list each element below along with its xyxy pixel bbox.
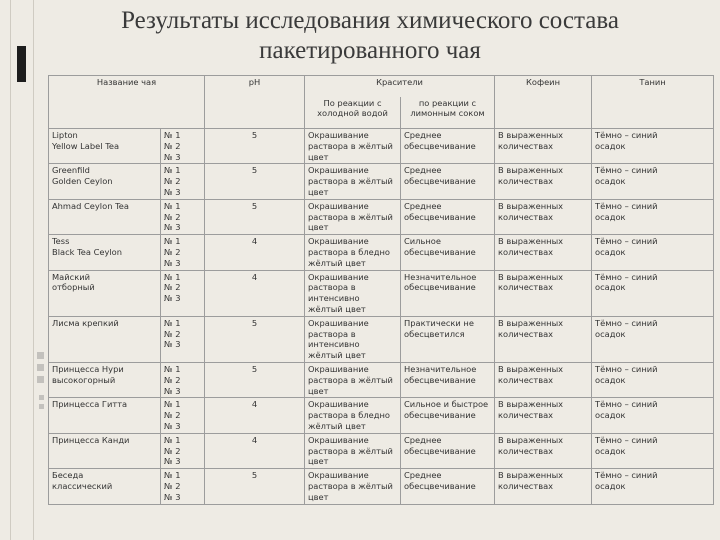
sample-numbers-cell: № 1 № 2 № 3 xyxy=(161,362,205,397)
table-row xyxy=(49,433,714,468)
dye-lemon-cell: Незначительное обесцвечивание xyxy=(401,362,495,397)
tannin-cell: Тёмно – синий осадок xyxy=(592,362,714,397)
dye-cold-cell: Окрашивание раствора в жёлтый цвет xyxy=(305,362,401,397)
header-tannin: Танин xyxy=(592,76,714,129)
decorative-square xyxy=(39,404,44,409)
table-row xyxy=(49,469,714,504)
dye-lemon-cell: Среднее обесцвечивание xyxy=(401,469,495,504)
dye-lemon-cell: Сильное обесцвечивание xyxy=(401,235,495,270)
tea-name-cell: Greenfild Golden Ceylon xyxy=(49,164,161,199)
dye-lemon-cell: Практически не обесцветился xyxy=(401,316,495,362)
sample-numbers-cell: № 1 № 2 № 3 xyxy=(161,129,205,164)
tea-name-cell: Беседа классический xyxy=(49,469,161,504)
dye-cold-cell: Окрашивание раствора в интенсивно жёлтый цвет xyxy=(305,316,401,362)
dye-lemon-cell: Среднее обесцвечивание xyxy=(401,164,495,199)
dye-cold-cell: Окрашивание раствора в жёлтый цвет xyxy=(305,433,401,468)
sample-numbers-cell: № 1 № 2 № 3 xyxy=(161,235,205,270)
accent-bar xyxy=(17,46,26,82)
caffeine-cell: В выраженных количествах xyxy=(495,316,592,362)
decorative-square xyxy=(37,364,44,371)
decorative-square xyxy=(39,395,44,400)
caffeine-cell: В выраженных количествах xyxy=(495,164,592,199)
ph-cell: 4 xyxy=(205,433,305,468)
header-name: Название чая xyxy=(49,76,205,129)
header-caffeine: Кофеин xyxy=(495,76,592,129)
tannin-cell: Тёмно – синий осадок xyxy=(592,129,714,164)
table-row xyxy=(49,316,714,362)
dye-cold-cell: Окрашивание раствора в жёлтый цвет xyxy=(305,469,401,504)
caffeine-cell: В выраженных количествах xyxy=(495,433,592,468)
caffeine-cell: В выраженных количествах xyxy=(495,129,592,164)
dye-lemon-cell: Среднее обесцвечивание xyxy=(401,129,495,164)
sample-numbers-cell: № 1 № 2 № 3 xyxy=(161,199,205,234)
ph-cell: 5 xyxy=(205,362,305,397)
caffeine-cell: В выраженных количествах xyxy=(495,199,592,234)
ph-cell: 5 xyxy=(205,199,305,234)
slide-title xyxy=(40,6,700,66)
dye-cold-cell: Окрашивание раствора в жёлтый цвет xyxy=(305,199,401,234)
caffeine-cell: В выраженных количествах xyxy=(495,469,592,504)
caffeine-cell: В выраженных количествах xyxy=(495,270,592,316)
caffeine-cell: В выраженных количествах xyxy=(495,235,592,270)
tea-name-cell: Ahmad Ceylon Tea xyxy=(49,199,161,234)
tannin-cell: Тёмно – синий осадок xyxy=(592,469,714,504)
table-row xyxy=(49,398,714,433)
dye-cold-cell: Окрашивание раствора в бледно жёлтый цвет xyxy=(305,235,401,270)
sample-numbers-cell: № 1 № 2 № 3 xyxy=(161,164,205,199)
tea-results-table xyxy=(48,75,714,505)
sample-numbers-cell: № 1 № 2 № 3 xyxy=(161,433,205,468)
bg-vertical-line xyxy=(10,0,11,540)
tannin-cell: Тёмно – синий осадок xyxy=(592,270,714,316)
tannin-cell: Тёмно – синий осадок xyxy=(592,235,714,270)
table-row xyxy=(49,362,714,397)
dye-cold-cell: Окрашивание раствора в бледно жёлтый цвет xyxy=(305,398,401,433)
tea-name-cell: Lipton Yellow Label Tea xyxy=(49,129,161,164)
tea-name-cell: Майский отборный xyxy=(49,270,161,316)
tannin-cell: Тёмно – синий осадок xyxy=(592,199,714,234)
table-row xyxy=(49,129,714,164)
ph-cell: 5 xyxy=(205,164,305,199)
table-row xyxy=(49,270,714,316)
tea-name-cell: Лисма крепкий xyxy=(49,316,161,362)
sample-numbers-cell: № 1 № 2 № 3 xyxy=(161,316,205,362)
header-dye-cold: По реакции с холодной водой xyxy=(305,97,401,129)
header-dye-lemon: по реакции с лимонным соком xyxy=(401,97,495,129)
ph-cell: 5 xyxy=(205,316,305,362)
tea-name-cell: Принцесса Гитта xyxy=(49,398,161,433)
tannin-cell: Тёмно – синий осадок xyxy=(592,398,714,433)
tannin-cell: Тёмно – синий осадок xyxy=(592,433,714,468)
table-row xyxy=(49,235,714,270)
ph-cell: 4 xyxy=(205,270,305,316)
decorative-square xyxy=(37,376,44,383)
table-row xyxy=(49,164,714,199)
dye-lemon-cell: Сильное и быстрое обесцвечивание xyxy=(401,398,495,433)
header-ph: pH xyxy=(205,76,305,129)
dye-cold-cell: Окрашивание раствора в интенсивно жёлтый цвет xyxy=(305,270,401,316)
bg-vertical-line xyxy=(33,0,34,540)
ph-cell: 5 xyxy=(205,129,305,164)
tannin-cell: Тёмно – синий осадок xyxy=(592,316,714,362)
dye-cold-cell: Окрашивание раствора в жёлтый цвет xyxy=(305,129,401,164)
title-line-2: пакетированного чая xyxy=(259,37,481,64)
ph-cell: 4 xyxy=(205,398,305,433)
table-body xyxy=(49,129,714,505)
tea-name-cell: Принцесса Нури высокогорный xyxy=(49,362,161,397)
dye-cold-cell: Окрашивание раствора в жёлтый цвет xyxy=(305,164,401,199)
dye-lemon-cell: Незначительное обесцвечивание xyxy=(401,270,495,316)
ph-cell: 5 xyxy=(205,469,305,504)
ph-cell: 4 xyxy=(205,235,305,270)
dye-lemon-cell: Среднее обесцвечивание xyxy=(401,199,495,234)
tea-name-cell: Принцесса Канди xyxy=(49,433,161,468)
sample-numbers-cell: № 1 № 2 № 3 xyxy=(161,469,205,504)
tea-name-cell: Tess Black Tea Ceylon xyxy=(49,235,161,270)
title-line-1: Результаты исследования химического состава xyxy=(121,7,619,34)
table-row xyxy=(49,199,714,234)
tannin-cell: Тёмно – синий осадок xyxy=(592,164,714,199)
dye-lemon-cell: Среднее обесцвечивание xyxy=(401,433,495,468)
caffeine-cell: В выраженных количествах xyxy=(495,398,592,433)
sample-numbers-cell: № 1 № 2 № 3 xyxy=(161,398,205,433)
caffeine-cell: В выраженных количествах xyxy=(495,362,592,397)
header-dyes: Красители xyxy=(305,76,495,97)
sample-numbers-cell: № 1 № 2 № 3 xyxy=(161,270,205,316)
decorative-square xyxy=(37,352,44,359)
